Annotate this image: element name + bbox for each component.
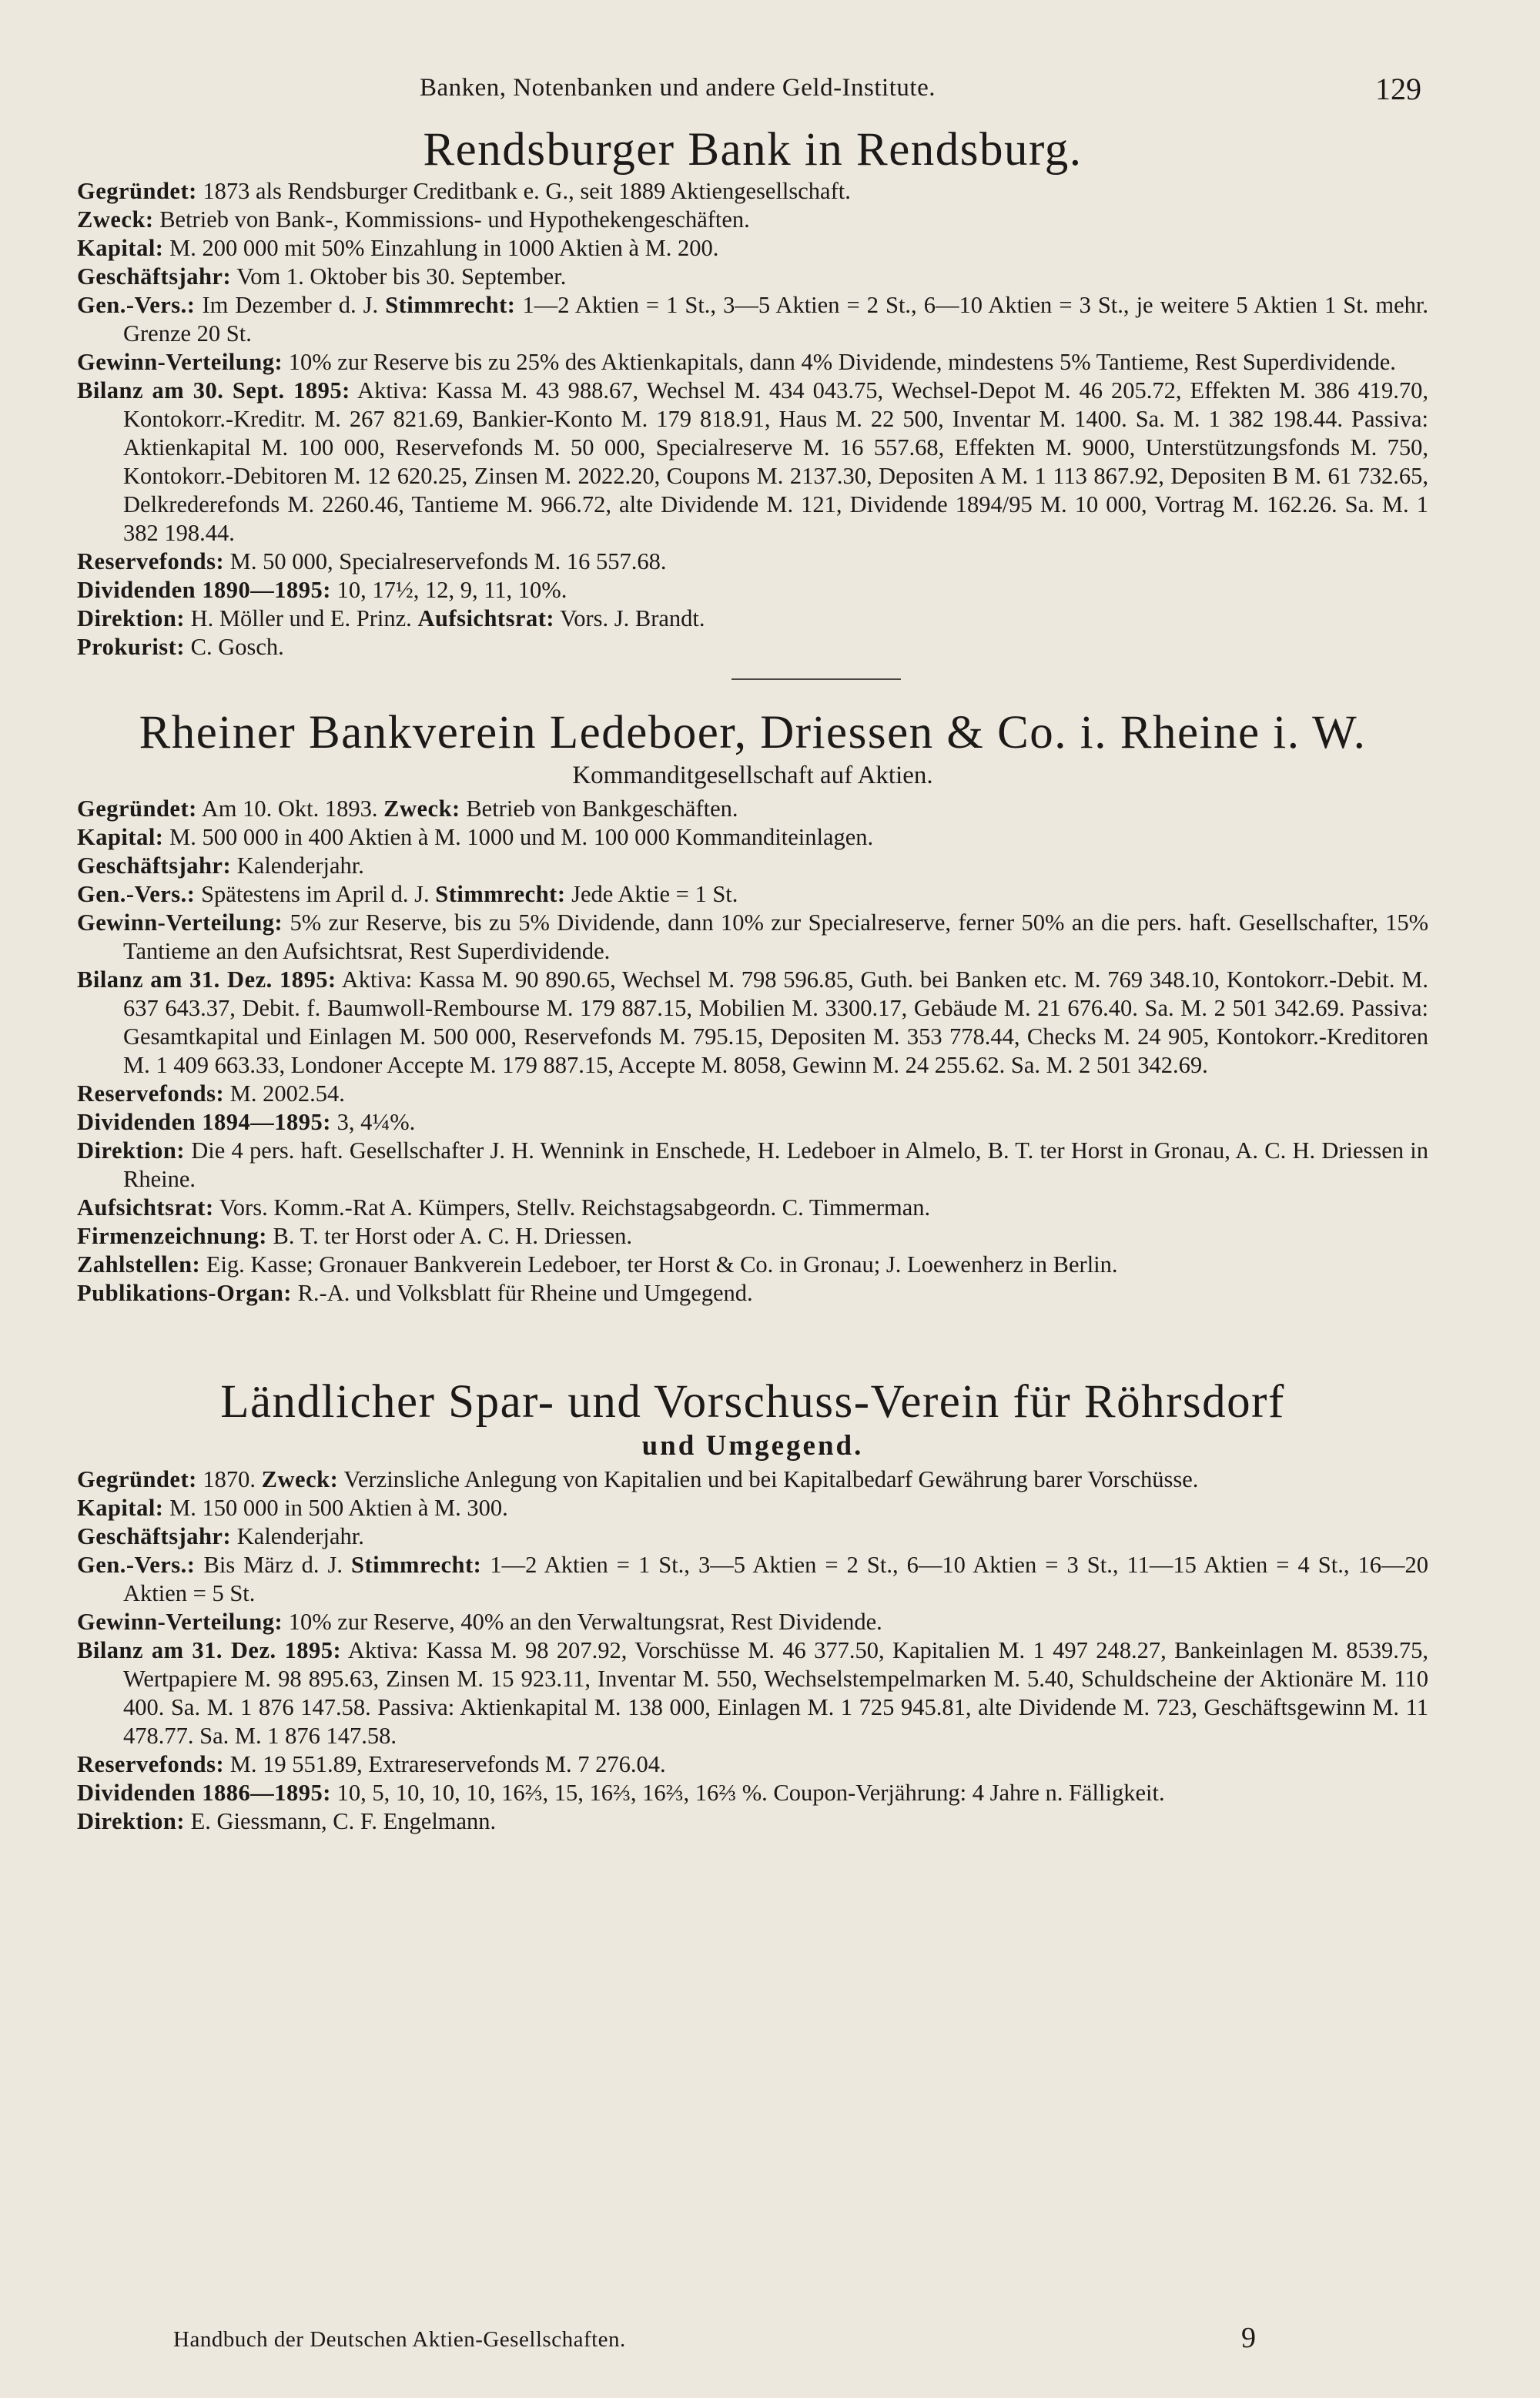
field-dividenden: [77, 1779, 1428, 1807]
field-text: R.-A. und Volksblatt für Rheine und Umgegend.: [291, 1280, 753, 1307]
field-label: Reservefonds:: [77, 548, 225, 575]
field-firmenzeichnung: [77, 1222, 1428, 1251]
field-text: 1873 als Rendsburger Creditbank e. G., seit 1889 Aktiengesellschaft.: [196, 178, 851, 205]
field-reservefonds: [77, 1080, 1428, 1108]
field-text: Vom 1. Oktober bis 30. September.: [231, 263, 567, 290]
running-title: Banken, Notenbanken und andere Geld-Institute.: [420, 74, 936, 102]
field-gewinn-verteilung: [77, 909, 1428, 966]
field-label: Kapital:: [77, 235, 164, 262]
section-divider: [732, 678, 901, 680]
field-label: Direktion:: [77, 1137, 185, 1164]
field-label: Reservefonds:: [77, 1080, 225, 1107]
field-bilanz: [77, 966, 1428, 1080]
running-head: [0, 74, 1540, 112]
field-label: Kapital:: [77, 824, 164, 851]
page-content: [77, 123, 1428, 1836]
field-label: Gen.-Vers.:: [77, 1552, 196, 1579]
field-label: Direktion:: [77, 1808, 185, 1835]
field-gen-vers: [77, 1551, 1428, 1608]
page-number: 129: [1375, 72, 1421, 106]
field-label: Bilanz am 30. Sept. 1895:: [77, 377, 350, 404]
field-label: Gegründet:: [77, 178, 197, 205]
field-text: Aktiva: Kassa M. 98 207.92, Vorschüsse M. 46 377.50, Kapitalien M. 1 497 248.27, Bankeinlagen M. 8539.75, Wertpapiere M. 98 895.63, Zinsen M. 15 923.11, Inventar M. 550, Wechselstempelmarken M. 5.40, Schuldscheine der Aktionäre M. 110 400. Sa. M. 1 876 147.58. Passiva: Aktienkapital M. 138 000, Einlagen M. 1 725 945.81, alte Dividende M. 723, Geschäftsgewinn M. 11 478.77. Sa. M. 1 876 147.58.: [123, 1637, 1428, 1750]
field-label: Gegründet:: [77, 1466, 197, 1493]
field-direktion: [77, 1137, 1428, 1194]
field-label: Gen.-Vers.:: [77, 881, 196, 908]
field-prokurist: [77, 633, 1428, 661]
field-text: Bis März d. J.: [195, 1552, 352, 1579]
field-text: Aktiva: Kassa M. 43 988.67, Wechsel M. 434 043.75, Wechsel-Depot M. 46 205.72, Effekten M. 386 419.70, Kontokorr.-Kreditr. M. 267 821.69, Bankier-Konto M. 179 818.91, Haus M. 22 500, Inventar M. 1400. Sa. M. 1 382 198.44. Passiva: Aktienkapital M. 100 000, Reservefonds M. 50 000, Specialreserve M. 16 557.68, Effekten M. 9000, Unterstützungsfonds M. 750, Kontokorr.-Debitoren M. 12 620.25, Zinsen M. 2022.20, Coupons M. 2137.30, Depositen A M. 1 113 867.92, Depositen B M. 61 732.65, Delkrederefonds M. 2260.46, Tantieme M. 966.72, alte Dividende M. 121, Dividende 1894/95 M. 10 000, Vortrag M. 162.26. Sa. M. 1 382 198.44.: [123, 377, 1428, 547]
entry-rendsburger-bank: [77, 123, 1428, 661]
field-text: Im Dezember d. J.: [195, 292, 386, 319]
field-label-secondary: Zweck:: [261, 1466, 339, 1493]
field-label: Firmenzeichnung:: [77, 1223, 267, 1250]
field-label: Aufsichtsrat:: [77, 1194, 214, 1221]
field-label: Reservefonds:: [77, 1751, 225, 1778]
field-text: M. 200 000 mit 50% Einzahlung in 1000 Aktien à M. 200.: [163, 235, 719, 262]
field-gegruendet: [77, 1465, 1428, 1494]
field-label: Gegründet:: [77, 795, 197, 822]
section-gap: [77, 1308, 1428, 1375]
field-text: Betrieb von Bank-, Kommissions- und Hypothekengeschäften.: [153, 206, 750, 233]
entry-subtitle: und Umgegend.: [641, 1430, 864, 1462]
field-text: M. 19 551.89, Extrareservefonds M. 7 276.04.: [224, 1751, 666, 1778]
field-label: Gewinn-Verteilung:: [77, 1609, 283, 1636]
field-label: Bilanz am 31. Dez. 1895:: [77, 966, 336, 993]
field-text-secondary: Verzinsliche Anlegung von Kapitalien und bei Kapitalbedarf Gewährung barer Vorschüsse.: [338, 1466, 1199, 1493]
field-label: Gen.-Vers.:: [77, 292, 196, 319]
field-gegruendet: [77, 795, 1428, 823]
field-text: 3, 4¼%.: [330, 1109, 416, 1136]
field-label: Gewinn-Verteilung:: [77, 909, 283, 936]
field-text: 10% zur Reserve, 40% an den Verwaltungsrat, Rest Dividende.: [283, 1609, 882, 1636]
field-label-secondary: Stimmrecht:: [385, 292, 516, 319]
field-text: Spätestens im April d. J.: [195, 881, 436, 908]
entry-subtitle: Kommanditgesellschaft auf Aktien.: [572, 762, 933, 790]
field-label: Direktion:: [77, 605, 185, 632]
field-text-secondary: 1—2 Aktien = 1 St., 3—5 Aktien = 2 St., 6—10 Aktien = 3 St., 11—15 Aktien = 4 St., 16—20 Aktien = 5 St.: [123, 1552, 1428, 1607]
field-text: 1870.: [196, 1466, 262, 1493]
field-text: Am 10. Okt. 1893.: [196, 795, 384, 822]
field-text: Kalenderjahr.: [231, 1523, 364, 1550]
field-label: Kapital:: [77, 1495, 164, 1522]
field-label: Prokurist:: [77, 634, 185, 661]
field-text: B. T. ter Horst oder A. C. H. Driessen.: [266, 1223, 633, 1250]
entry-laendlicher-spar-verein: [77, 1375, 1428, 1836]
field-text: Aktiva: Kassa M. 90 890.65, Wechsel M. 798 596.85, Guth. bei Banken etc. M. 769 348.10, Kontokorr.-Debit. M. 637 643.37, Debit. f. Baumwoll-Rembourse M. 179 887.15, Mobilien M. 3300.17, Gebäude M. 21 676.40. Sa. M. 2 501 342.69. Passiva: Gesamtkapital und Einlagen M. 500 000, Reservefonds M. 795.15, Depositen M. 353 778.44, Checks M. 24 905, Kontokorr.-Kreditoren M. 1 409 663.33, Londoner Accepte M. 179 887.15, Accepte M. 8058, Gewinn M. 24 255.62. Sa. M. 2 501 342.69.: [123, 966, 1428, 1079]
field-aufsichtsrat: [77, 1194, 1428, 1222]
field-text: Vors. Komm.-Rat A. Kümpers, Stellv. Reichstagsabgeordn. C. Timmerman.: [213, 1194, 931, 1221]
field-label: Zweck:: [77, 206, 154, 233]
field-text: Kalenderjahr.: [231, 852, 364, 879]
field-kapital: [77, 1494, 1428, 1522]
field-label: Zahlstellen:: [77, 1251, 201, 1278]
field-gewinn-verteilung: [77, 348, 1428, 377]
field-text: M. 150 000 in 500 Aktien à M. 300.: [163, 1495, 508, 1522]
entry-title: Rendsburger Bank in Rendsburg.: [423, 124, 1083, 176]
field-gen-vers: [77, 880, 1428, 909]
field-label: Geschäftsjahr:: [77, 852, 232, 879]
field-label: Dividenden 1886—1895:: [77, 1780, 331, 1807]
field-direktion: [77, 605, 1428, 633]
entry-title: Rheiner Bankverein Ledeboer, Driessen & Co. i. Rheine i. W.: [139, 707, 1367, 759]
signature-mark: 9: [1241, 2322, 1256, 2354]
field-text: C. Gosch.: [185, 634, 284, 661]
field-geschaeftsjahr: [77, 263, 1428, 291]
field-label-secondary: Zweck:: [383, 795, 460, 822]
field-text: 5% zur Reserve, bis zu 5% Dividende, dann 10% zur Specialreserve, ferner 50% an die pers. haft. Gesellschafter, 15% Tantieme an den Aufsichtsrat, Rest Superdividende.: [123, 909, 1428, 965]
field-direktion: [77, 1807, 1428, 1836]
field-zahlstellen: [77, 1251, 1428, 1279]
field-label-secondary: Stimmrecht:: [435, 881, 566, 908]
field-text: 10% zur Reserve bis zu 25% des Aktienkapitals, dann 4% Dividende, mindestens 5% Tantieme, Rest Superdividende.: [283, 349, 1396, 376]
field-label-secondary: Stimmrecht:: [351, 1552, 482, 1579]
field-text: M. 500 000 in 400 Aktien à M. 1000 und M. 100 000 Kommanditeinlagen.: [163, 824, 874, 851]
field-reservefonds: [77, 548, 1428, 576]
field-gewinn-verteilung: [77, 1608, 1428, 1636]
field-reservefonds: [77, 1750, 1428, 1779]
field-label: Publikations-Organ:: [77, 1280, 292, 1307]
field-label: Geschäftsjahr:: [77, 263, 232, 290]
field-bilanz: [77, 377, 1428, 548]
field-publikations-organ: [77, 1279, 1428, 1308]
field-zweck: [77, 206, 1428, 234]
field-text: 10, 17½, 12, 9, 11, 10%.: [330, 577, 567, 604]
field-text: 10, 5, 10, 10, 10, 16⅔, 15, 16⅔, 16⅔, 16⅔ %. Coupon-Verjährung: 4 Jahre n. Fälligkeit.: [330, 1780, 1165, 1807]
field-label: Geschäftsjahr:: [77, 1523, 232, 1550]
field-label: Bilanz am 31. Dez. 1895:: [77, 1637, 342, 1664]
field-bilanz: [77, 1636, 1428, 1750]
field-text-secondary: Vors. J. Brandt.: [554, 605, 705, 632]
field-label: Gewinn-Verteilung:: [77, 349, 283, 376]
field-kapital: [77, 823, 1428, 852]
field-geschaeftsjahr: [77, 852, 1428, 880]
field-text-secondary: Jede Aktie = 1 St.: [565, 881, 738, 908]
field-gen-vers: [77, 291, 1428, 348]
field-text: H. Möller und E. Prinz.: [185, 605, 418, 632]
field-geschaeftsjahr: [77, 1522, 1428, 1551]
field-label: Dividenden 1890—1895:: [77, 577, 331, 604]
field-gegruendet: [77, 177, 1428, 206]
field-text: E. Giessmann, C. F. Engelmann.: [185, 1808, 497, 1835]
field-text: M. 50 000, Specialreservefonds M. 16 557.68.: [224, 548, 667, 575]
field-label-secondary: Aufsichtsrat:: [417, 605, 555, 632]
field-text: Eig. Kasse; Gronauer Bankverein Ledeboer, ter Horst & Co. in Gronau; J. Loewenherz in Berlin.: [200, 1251, 1118, 1278]
entry-rheiner-bankverein: [77, 706, 1428, 1308]
publication-title: Handbuch der Deutschen Aktien-Gesellschaften.: [173, 2327, 626, 2352]
field-dividenden: [77, 1108, 1428, 1137]
field-text-secondary: Betrieb von Bankgeschäften.: [460, 795, 738, 822]
field-kapital: [77, 234, 1428, 263]
entry-title: Ländlicher Spar- und Vorschuss-Verein für Röhrsdorf: [220, 1376, 1285, 1428]
field-text-secondary: 1—2 Aktien = 1 St., 3—5 Aktien = 2 St., 6—10 Aktien = 3 St., je weitere 5 Aktien 1 St. mehr. Grenze 20 St.: [123, 292, 1429, 347]
field-text: Die 4 pers. haft. Gesellschafter J. H. Wennink in Enschede, H. Ledeboer in Almelo, B. T. ter Horst in Gronau, A. C. H. Driessen in Rheine.: [123, 1137, 1428, 1193]
page-footer: [0, 2321, 1540, 2359]
field-dividenden: [77, 576, 1428, 605]
field-text: M. 2002.54.: [224, 1080, 345, 1107]
field-label: Dividenden 1894—1895:: [77, 1109, 331, 1136]
